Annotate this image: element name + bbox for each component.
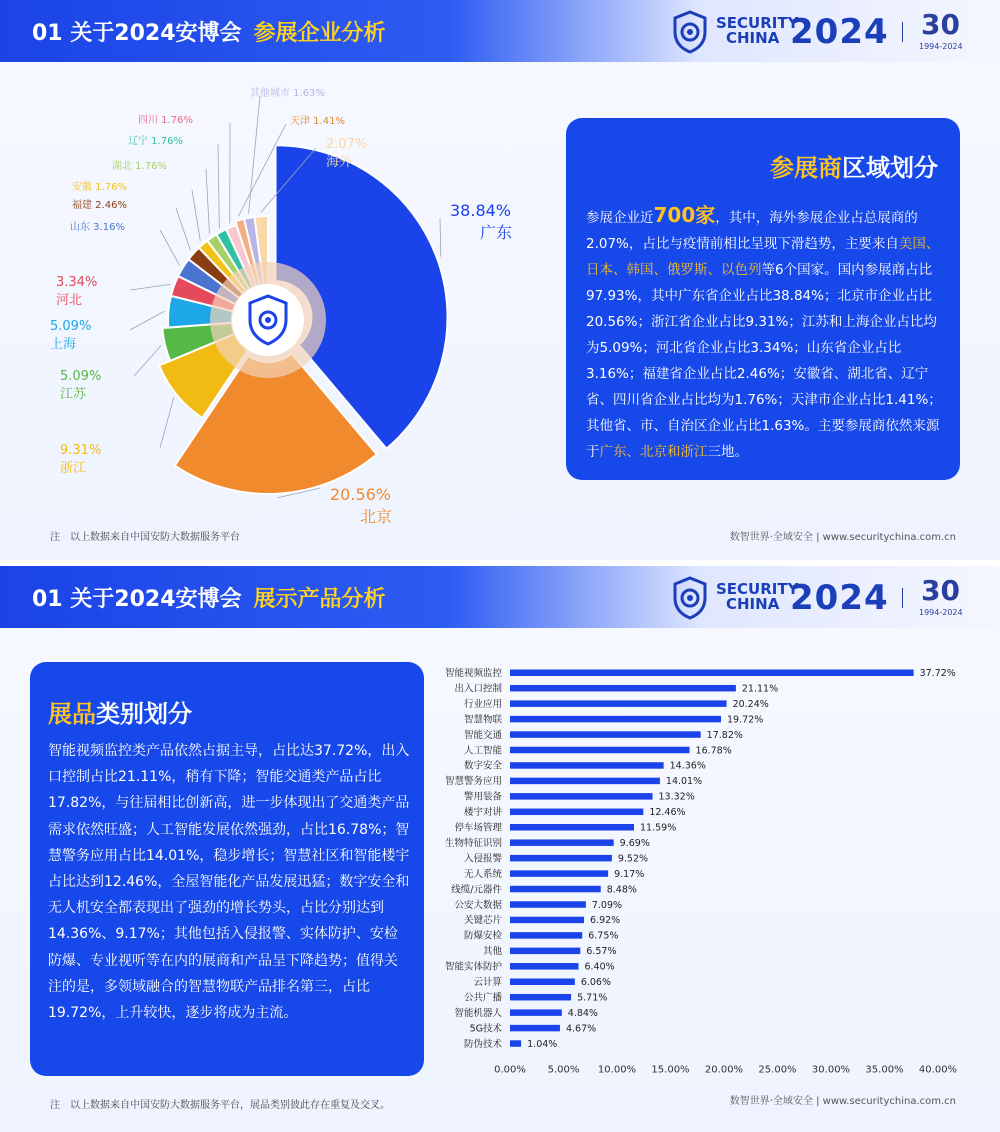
pie-label: 福建 2.46%	[72, 200, 127, 211]
bar-公共广播	[510, 994, 571, 1001]
bar-value-label: 14.01%	[665, 776, 703, 788]
body-segment: 参展企业近	[586, 210, 654, 226]
bar-入侵报警	[510, 855, 612, 862]
logo-brand-line2: CHINA	[726, 595, 780, 613]
bar-category-label: 防伪技术	[463, 1038, 502, 1050]
bar-停车场管理	[510, 824, 634, 831]
x-tick-label: 0.00%	[494, 1064, 526, 1076]
bar-公安大数据	[510, 901, 586, 908]
bar-category-label: 停车场管理	[454, 822, 502, 834]
bar-value-label: 9.52%	[617, 853, 649, 865]
shield-dot	[265, 317, 271, 323]
panel-title-highlight: 展品	[48, 700, 96, 728]
bar-数字安全	[510, 762, 664, 769]
bar-出入口控制	[510, 685, 736, 692]
pie-pct-label: 5.09%	[60, 369, 102, 384]
pie-leader-line	[134, 346, 161, 376]
pie-label: 天津 1.41%	[290, 116, 345, 127]
pie-leader-line	[160, 397, 174, 448]
bar-value-label: 5.71%	[577, 992, 608, 1004]
pie-region-label: 上海	[50, 337, 77, 352]
bar-智慧警务应用	[510, 778, 660, 785]
panel-title-highlight: 参展商	[770, 154, 842, 182]
bar-5G技术	[510, 1025, 560, 1032]
slide-header	[0, 0, 1000, 62]
bar-category-label: 生物特征识别	[444, 837, 502, 849]
website-footer: 数智世界·全域安全 | www.securitychina.com.cn	[729, 532, 956, 543]
bar-category-label: 楼宇对讲	[463, 807, 502, 819]
bar-value-label: 17.82%	[706, 729, 743, 741]
bar-category-label: 无人系统	[463, 868, 502, 880]
bar-value-label: 6.06%	[580, 977, 612, 988]
bar-value-label: 16.78%	[695, 745, 732, 757]
bar-category-label: 线缆/元器件	[451, 884, 502, 896]
bar-category-label: 云计算	[473, 977, 502, 988]
bar-category-label: 智慧物联	[463, 714, 502, 726]
header-main-text: 01 关于2024安博会	[32, 21, 242, 46]
shield-logo-icon	[672, 576, 708, 620]
bar-无人系统	[510, 870, 608, 877]
pie-leader-line	[160, 230, 180, 265]
website-footer: 数智世界·全域安全 | www.securitychina.com.cn	[729, 1096, 956, 1107]
bar-category-label: 公共广播	[463, 992, 502, 1004]
pie-region-label: 北京	[360, 507, 393, 526]
bar-智能交通	[510, 731, 701, 738]
pie-region-label: 广东	[480, 223, 513, 242]
bar-value-label: 12.46%	[649, 807, 686, 819]
pie-label: 安徽 1.76%	[72, 182, 127, 193]
bar-category-label: 入侵报警	[463, 853, 502, 865]
logo-brand-line1: SECURITY	[716, 580, 799, 598]
header-title	[32, 16, 386, 47]
body-segment: 广东、北京和浙江	[599, 444, 708, 460]
header-title	[32, 582, 386, 613]
body-segment: ，其中，海外参展企业占总展商的2.07%，占比与疫情前相比呈现下滑趋势，主要来自	[586, 210, 918, 252]
bar-category-label: 防爆安检	[463, 930, 502, 942]
bar-category-label: 出入口控制	[454, 683, 502, 695]
header-subtitle: 展示产品分析	[253, 587, 386, 612]
bar-value-label: 21.11%	[741, 683, 779, 695]
bar-value-label: 6.75%	[588, 930, 619, 942]
pie-leader-line	[249, 96, 260, 214]
bar-楼宇对讲	[510, 809, 643, 816]
bar-警用装备	[510, 793, 653, 800]
security-china-logo	[672, 10, 902, 54]
security-china-logo	[672, 576, 902, 620]
bar-value-label: 6.57%	[586, 946, 617, 958]
pie-leader-line	[206, 169, 209, 234]
bar-category-label: 智能交通	[463, 729, 502, 741]
anniversary-logo	[915, 8, 975, 56]
pie-region-label: 河北	[56, 293, 83, 308]
body-segment: 美国、日本、韩国、俄罗斯、以色列	[586, 236, 940, 278]
body-segment: 等6个国家。国内参展商占比97.93%，其中广东省企业占比38.84%；北京市企业占比20.56%；浙江省企业占比9.31%；江苏和上海企业占比均为5.09%；河北省企业占比3.34%；山东省企业占比3.16%；福建省企业占比2.46%；安徽省、湖北省、辽宁省、四川省企业占比均为1.76%；天津市企业占比1.41%；其他省、市、自治区企业占比1.63%。主要参展商依然来源于	[586, 262, 942, 460]
anniversary-logo	[915, 574, 975, 622]
bar-category-label: 5G技术	[469, 1023, 502, 1035]
bar-value-label: 20.24%	[732, 698, 769, 710]
pie-pct-label: 2.07%	[326, 137, 368, 152]
logo-divider	[902, 22, 903, 42]
logo-year: 2024	[790, 578, 889, 618]
pie-pct-label: 38.84%	[450, 201, 512, 220]
panel-title-rest: 区域划分	[842, 154, 938, 182]
region-summary-panel	[566, 118, 960, 480]
body-segment: 700家	[653, 203, 716, 227]
pie-leader-line	[440, 218, 441, 257]
x-tick-label: 30.00%	[811, 1064, 851, 1076]
bar-value-label: 6.92%	[590, 915, 621, 927]
bar-value-label: 19.72%	[727, 714, 764, 726]
logo-divider	[902, 588, 903, 608]
footnote: 注 以上数据来自中国安防大数据服务平台	[50, 532, 240, 543]
bar-防爆安检	[510, 932, 582, 939]
bar-云计算	[510, 979, 575, 986]
bar-智能实体防护	[510, 963, 578, 970]
pie-label: 四川 1.76%	[138, 115, 193, 126]
slide-exhibitor-analysis	[0, 0, 1000, 560]
product-summary-panel	[30, 662, 424, 1076]
pie-region-label: 江苏	[60, 387, 87, 402]
x-tick-label: 40.00%	[918, 1064, 958, 1076]
panel-body-text	[586, 202, 946, 465]
region-pie-chart	[30, 68, 560, 538]
pie-pct-label: 3.34%	[56, 275, 98, 290]
pie-label: 山东 3.16%	[70, 222, 125, 233]
bar-智能视频监控	[510, 670, 914, 677]
bar-value-label: 4.67%	[565, 1023, 597, 1035]
pie-region-label: 浙江	[60, 461, 87, 476]
bar-category-label: 智能视频监控	[444, 668, 502, 679]
bar-category-label: 数字安全	[463, 760, 502, 772]
pie-region-label: 海外	[326, 155, 353, 170]
bar-value-label: 9.69%	[619, 837, 650, 849]
body-segment: 三地。	[707, 444, 748, 460]
bar-category-label: 警用装备	[463, 791, 502, 803]
slide-product-analysis	[0, 566, 1000, 1132]
product-category-bar-chart	[430, 662, 990, 1096]
bar-人工智能	[510, 747, 690, 754]
bar-线缆/元器件	[510, 886, 601, 893]
logo-brand	[716, 16, 798, 46]
pie-pct-label: 9.31%	[60, 443, 102, 458]
logo-year: 2024	[790, 12, 889, 52]
bar-category-label: 公安大数据	[454, 899, 502, 911]
bar-category-label: 关键芯片	[463, 915, 502, 927]
x-tick-label: 25.00%	[758, 1064, 797, 1076]
bar-value-label: 7.09%	[591, 899, 623, 911]
pie-leader-line	[176, 208, 191, 251]
pie-leader-line	[130, 284, 170, 290]
pie-label: 辽宁 1.76%	[128, 136, 183, 147]
panel-title-rest: 类别划分	[96, 700, 192, 728]
bar-value-label: 9.17%	[614, 868, 645, 880]
panel-title	[48, 694, 192, 729]
bar-value-label: 14.36%	[669, 760, 706, 772]
bar-其他	[510, 948, 580, 955]
bar-value-label: 37.72%	[919, 668, 956, 679]
bar-category-label: 智能机器人	[454, 1007, 502, 1019]
bar-智慧物联	[510, 716, 721, 723]
pie-leader-line	[192, 190, 200, 241]
x-tick-label: 10.00%	[597, 1064, 637, 1076]
pie-leader-line	[130, 311, 164, 330]
logo-brand-line2: CHINA	[726, 29, 780, 47]
x-tick-label: 5.00%	[547, 1064, 580, 1076]
slide-header	[0, 566, 1000, 628]
logo-brand	[716, 582, 798, 612]
bar-value-label: 11.59%	[640, 822, 677, 834]
pie-label: 其他城市 1.63%	[250, 88, 325, 99]
anniversary-years: 1994-2024	[919, 608, 963, 617]
bar-value-label: 1.04%	[527, 1038, 558, 1050]
logo-brand-line1: SECURITY	[716, 14, 799, 32]
bar-category-label: 智能实体防护	[444, 961, 502, 973]
bar-关键芯片	[510, 917, 584, 924]
footnote: 注 以上数据来自中国安防大数据服务平台，展品类别彼此存在重复及交叉。	[50, 1100, 390, 1111]
bar-category-label: 其他	[482, 946, 502, 958]
bar-value-label: 6.40%	[584, 961, 615, 973]
bar-智能机器人	[510, 1009, 562, 1016]
pie-label: 湖北 1.76%	[112, 161, 167, 172]
bar-category-label: 智慧警务应用	[444, 776, 502, 788]
anniversary-number: 30	[921, 574, 960, 607]
header-subtitle: 参展企业分析	[253, 21, 386, 46]
bar-生物特征识别	[510, 839, 614, 846]
bar-防伪技术	[510, 1040, 521, 1047]
x-tick-label: 15.00%	[651, 1064, 690, 1076]
pie-pct-label: 5.09%	[50, 319, 92, 334]
x-tick-label: 20.00%	[704, 1064, 744, 1076]
bar-category-label: 行业应用	[463, 698, 502, 710]
panel-title	[770, 148, 938, 183]
bar-行业应用	[510, 700, 727, 707]
pie-leader-line	[218, 144, 219, 228]
panel-body-text	[48, 738, 410, 1026]
bar-value-label: 8.48%	[606, 884, 637, 896]
body-segment: 智能视频监控类产品依然占据主导，占比达37.72%，出入口控制占比21.11%，稍有下降；智能交通类产品占比17.82%，与往届相比创新高，进一步体现出了交通类产品需求依然旺盛；人工智能发展依然强劲，占比16.78%；智慧警务应用占比14.01%，稳步增长；智慧社区和智能楼宇占比达到12.46%，全屋智能化产品发展迅猛；数字安全和无人机安全都表现出了强劲的增长势头，占比分别达到14.36%、9.17%；其他包括入侵报警、实体防护、安检防爆、专业视听等在内的展商和产品呈下降趋势；值得关注的是，多领域融合的智慧物联产品排名第三，占比19.72%，上升较快，逐步将成为主流。	[48, 743, 410, 1022]
anniversary-number: 30	[921, 8, 960, 41]
shield-logo-icon	[672, 10, 708, 54]
bar-category-label: 人工智能	[463, 745, 502, 757]
bar-value-label: 4.84%	[567, 1007, 598, 1019]
header-main-text: 01 关于2024安博会	[32, 587, 242, 612]
anniversary-years: 1994-2024	[919, 42, 963, 51]
pie-pct-label: 20.56%	[330, 485, 392, 504]
x-tick-label: 35.00%	[865, 1064, 904, 1076]
bar-value-label: 13.32%	[658, 791, 695, 803]
